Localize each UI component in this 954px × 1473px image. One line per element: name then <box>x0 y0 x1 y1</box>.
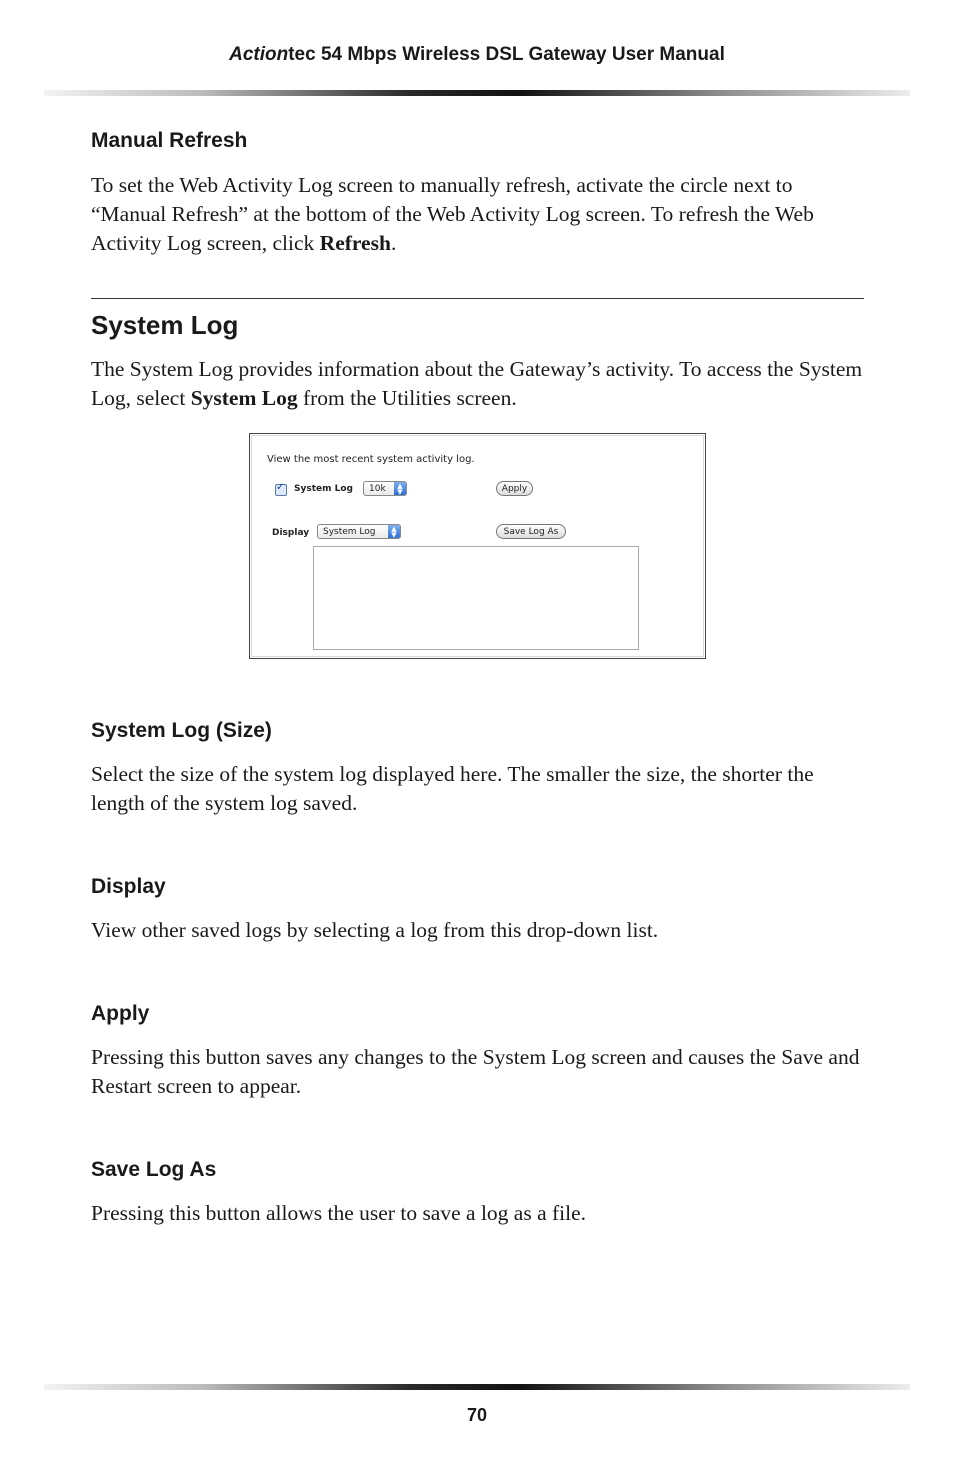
save-log-as-body: Pressing this button allows the user to save a log as a file. <box>91 1201 587 1225</box>
brand-italic: Action <box>229 44 289 65</box>
select-arrows-icon: ▲ ▼ <box>394 482 406 495</box>
running-header <box>0 44 954 66</box>
screenshot-intro: View the most recent system activity log. <box>267 454 475 465</box>
system-log-checkbox[interactable] <box>275 484 287 496</box>
save-log-as-button[interactable]: Save Log As <box>496 524 566 539</box>
display-select[interactable] <box>317 524 401 539</box>
system-log-label: System Log <box>294 484 353 494</box>
log-textarea[interactable] <box>313 546 639 650</box>
system-log-heading: System Log <box>91 310 239 340</box>
system-log-screenshot <box>249 433 706 659</box>
display-heading: Display <box>91 875 166 898</box>
log-size-value: 10k <box>369 484 386 494</box>
size-body: Select the size of the system log displayed here. The smaller the size, the shorter the length of the system log saved. <box>91 762 814 815</box>
header-rule <box>44 90 910 96</box>
footer-rule <box>44 1384 910 1390</box>
manual-refresh-heading: Manual Refresh <box>91 129 248 152</box>
size-heading: System Log (Size) <box>91 719 272 742</box>
log-size-select[interactable] <box>363 481 407 496</box>
system-log-body: The System Log provides information about the Gateway’s activity. To access the System Log, select System Log from the Utilities screen. <box>91 357 863 410</box>
apply-body: Pressing this button saves any changes to the System Log screen and causes the Save and Restart screen to appear. <box>91 1045 860 1098</box>
manual-refresh-body: To set the Web Activity Log screen to manually refresh, activate the circle next to “Manual Refresh” at the bottom of the Web Activity Log screen. To refresh the Web Activity Log screen, click Refresh. <box>91 173 814 255</box>
display-value: System Log <box>323 527 376 537</box>
apply-button[interactable]: Apply <box>496 481 533 496</box>
apply-heading: Apply <box>91 1002 150 1025</box>
save-log-as-heading: Save Log As <box>91 1158 217 1181</box>
refresh-term: Refresh <box>319 231 391 255</box>
section-divider <box>91 298 864 299</box>
display-body: View other saved logs by selecting a log from this drop-down list. <box>91 918 659 942</box>
page-number: 70 <box>466 1405 488 1425</box>
display-label: Display <box>272 528 310 538</box>
system-log-term: System Log <box>190 386 298 410</box>
select-arrows-icon: ▲ ▼ <box>388 525 400 538</box>
header-title: tec 54 Mbps Wireless DSL Gateway User Manual <box>288 44 725 65</box>
